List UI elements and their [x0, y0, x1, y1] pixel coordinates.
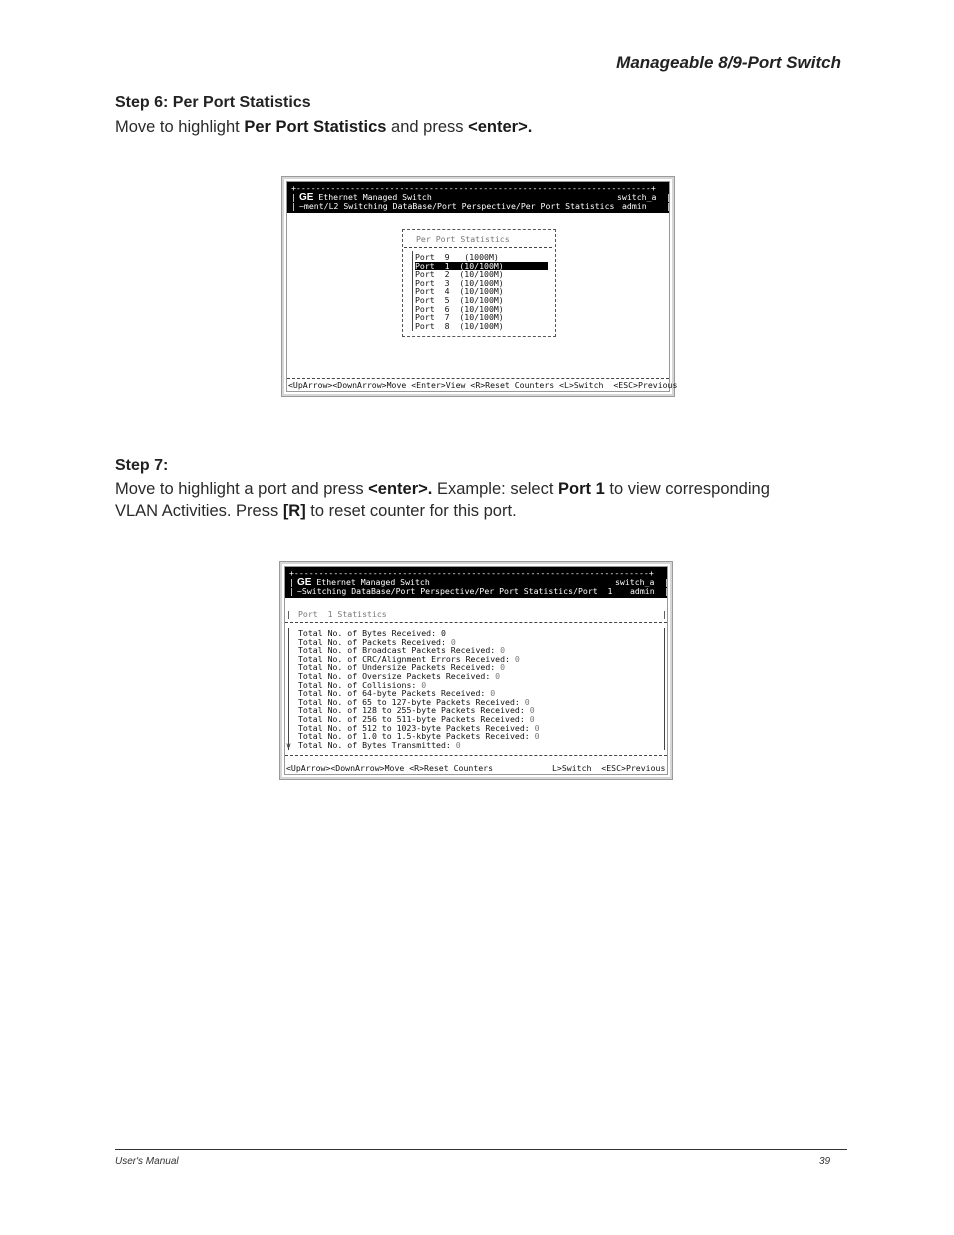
menu-path: ~Switching DataBase/Port Perspective/Per Port Statistics/Port 1 — [297, 586, 613, 596]
port-item[interactable]: Port 9 (1000M) — [415, 252, 499, 262]
ge-logo: GE — [297, 577, 312, 588]
port-item[interactable]: Port 1 (10/100M) — [415, 262, 548, 271]
stat-label: Total No. of Packets Received: — [298, 636, 451, 647]
stat-label: Total No. of CRC/Alignment Errors Received: — [298, 653, 515, 664]
stat-label: Total No. of Collisions: — [298, 679, 422, 690]
port-item[interactable]: Port 7 (10/100M) — [415, 312, 504, 323]
app-title: Ethernet Managed Switch — [313, 192, 432, 202]
page-number: 39 — [819, 1156, 831, 1167]
step6-text: Move to highlight Per Port Statistics and press <enter>. — [115, 118, 533, 136]
scroll-down-indicator: v — [286, 739, 291, 750]
stat-value: 0 — [534, 731, 540, 742]
stat-value: 0 — [421, 679, 427, 690]
menu-title: Per Port Statistics — [416, 234, 510, 244]
hostname: switch_a — [617, 192, 657, 202]
stat-value: 0 — [450, 636, 456, 647]
stat-label: Total No. of 1.0 to 1.5-kbyte Packets Received: — [298, 731, 535, 742]
port-item[interactable]: Port 4 (10/100M) — [415, 286, 504, 297]
user-name: admin — [622, 201, 647, 211]
per-port-statistics-screen — [281, 176, 678, 397]
app-title: Ethernet Managed Switch — [311, 577, 430, 587]
status-bar-right: L>Switch <ESC>Previous — [552, 763, 666, 773]
stat-label: Total No. of Undersize Packets Received: — [298, 662, 501, 673]
section-title: Port 1 Statistics — [298, 609, 387, 619]
step6-title: Step 6: Per Port Statistics — [115, 94, 311, 111]
stat-value: 0 — [529, 705, 535, 716]
stat-row — [298, 741, 461, 750]
menu-path: ~ment/L2 Switching DataBase/Port Perspective/Per Port Statistics — [299, 201, 615, 211]
step7-title: Step 7: — [115, 457, 169, 474]
stat-label: Total No. of Oversize Packets Received: — [298, 671, 496, 681]
stat-label: Total No. of 512 to 1023-byte Packets Received: — [298, 722, 535, 733]
port-statistics-screen: +------------------------------------------------------------------------+ | GE Ethernet Managed Switch switch_a | | ~Switching DataBase/Port Perspective/Per Port Statistics/Port 1 admin | | Port 1 Statistics | Total No. of Bytes Received: 0 Total No. of Packets Received: 0 Total No. of Broadcast Packets Received: 0 Total No. of CRC/Alignment Errors Received: 0 Total No. of Undersize Packets Received: 0 Total No. of Oversize Packets Received: 0 Total No. of Collisions: 0 Total No. of 64-byte Packets Received: 0 Total No. of 65 to 127-byte Packets Received: 0 Total No. of 128 to 255-byte Packets Received: 0 Total No. of 256 to 511-byte Packets Received: 0 Total No. of 512 to 1023-byte Packets Received: 0 Total No. of 1.0 to 1.5-kbyte Packets Received: 0 Total No. of Bytes Transmitted: 0 v <UpArrow><DownArrow>Move <R>Reset Counters L>Switch <ESC>Previous — [279, 561, 673, 780]
stat-value: 0 — [455, 739, 461, 750]
status-bar-left: <UpArrow><DownArrow>Move <R>Reset Counters — [286, 763, 494, 773]
footer-divider — [115, 1149, 847, 1150]
user-name: admin — [630, 586, 655, 596]
terminal-title-bar: +------------------------------------------------------------------------+ | GE Ethernet Managed Switch switch_a | | ~ment/L2 Switching DataBase/Port Perspective/Per Port Statistics admin | — [287, 182, 669, 213]
port-item[interactable]: Port 2 (10/100M) — [415, 269, 504, 280]
terminal-title-bar: +------------------------------------------------------------------------+ | GE Ethernet Managed Switch switch_a | | ~Switching DataBase/Port Perspective/Per Port Statistics/Port 1 admin | — [285, 567, 667, 598]
ge-logo: GE — [299, 192, 314, 203]
stat-value: 0 — [500, 662, 506, 673]
port-item[interactable]: Port 3 (10/100M) — [415, 277, 504, 288]
stat-label: Total No. of 64-byte Packets Received: — [298, 688, 491, 699]
stat-label: Total No. of 65 to 127-byte Packets Received: — [298, 696, 525, 707]
stat-label: Total No. of Bytes Received: — [298, 628, 441, 638]
status-bar: <UpArrow><DownArrow>Move <Enter>View <R>Reset Counters <L>Switch <ESC>Previous — [288, 380, 678, 390]
step7-text: Move to highlight a port and press <enter>. Example: select Port 1 to view corresponding VLAN Activities. Press [R] to reset counter for this port. — [115, 480, 770, 520]
stat-value: 0 — [495, 671, 501, 681]
port-item[interactable]: Port 5 (10/100M) — [415, 295, 504, 305]
stat-label: Total No. of 128 to 255-byte Packets Received: — [298, 705, 530, 716]
port-item[interactable]: Port 8 (10/100M) — [415, 320, 504, 331]
stat-label: Total No. of Broadcast Packets Received: — [298, 645, 501, 656]
stat-value: 0 — [440, 628, 446, 638]
port-item[interactable]: Port 6 (10/100M) — [415, 303, 504, 314]
stat-value: 0 — [524, 696, 530, 707]
stat-label: Total No. of 256 to 511-byte Packets Received: — [298, 714, 530, 724]
stat-value: 0 — [490, 688, 496, 699]
hostname: switch_a — [615, 577, 655, 587]
stat-value: 0 — [534, 722, 540, 733]
page-header-title: Manageable 8/9-Port Switch — [616, 53, 841, 72]
footer-manual-label: User's Manual — [115, 1156, 179, 1167]
stat-value: 0 — [500, 645, 506, 656]
stat-value: 0 — [514, 653, 520, 664]
stat-value: 0 — [529, 714, 535, 724]
stat-label: Total No. of Bytes Transmitted: — [298, 739, 456, 750]
